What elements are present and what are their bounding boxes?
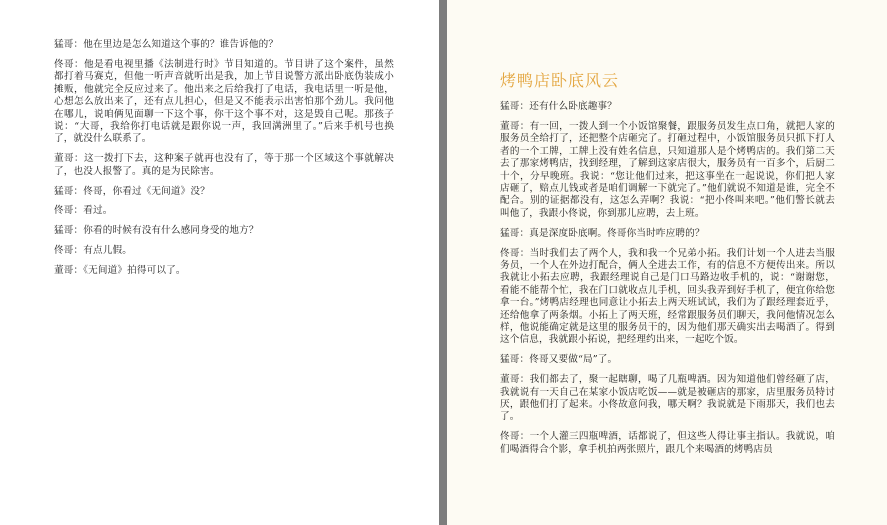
dialogue-paragraph: 猛哥：佟哥，你看过《无间道》没？: [54, 185, 210, 197]
dialogue-paragraph: 佟哥：看过。: [54, 205, 113, 217]
dialogue-paragraph: 佟哥：他是看电视里播《法制进行时》节目知道的。节目讲了这个案件，虽然都打着马赛克，但他一听声音就听出是我，加上节目说警方派出卧底伪装成小摊贩，他就完全反应过来了。他出来之后给我打了电话，我电话里一听是他，心想怎么放出来了，还有点儿担心，但是又不能表示出害怕那个劲儿。我问他在哪儿，说咱俩见面聊一下这个事，你干这个事不对，这是毁自己呢。那孩子说：“大哥，我给你打电话就是跟你说一声，我回满洲里了。”后来手机号也换了，就没什么联系了。: [54, 58, 394, 145]
dialogue-paragraph: 佟哥：当时我们去了两个人，我和我一个兄弟小拓。我们计划一个人进去当服务员，一个人在外边打配合，俩人全进去工作，有的信息不方便传出来。所以我就让小拓去应聘，我跟经理说自己是门口马路边收手机的，说：“谢谢您，看能不能帮个忙，我在门口就收点儿手机，回头我弄到好手机了，便宜你给您拿一台。”烤鸭店经理也同意让小拓去上两天班试试，我们为了跟经理套近乎，还给他拿了两条烟。小拓上了两天班，经常跟服务员们聊天，我问他情况怎么样，他说能确定就是这里的服务员干的，因为他们那天确实出去喝酒了。得到这个信息，我就跟小拓说，把经理约出来，一起吃个饭。: [500, 247, 835, 346]
dialogue-paragraph: 董哥：我们都去了，聚一起瞎聊，喝了几瓶啤酒。因为知道他们曾经砸了店，我就说有一天自己在某家小饭店吃饭——就是被砸店的那家，店里服务员特讨厌，跟他们打了起来。小佟故意问我，哪天啊？我说就是下雨那天，我们也去了。: [500, 374, 835, 423]
left-page: [0, 0, 439, 525]
dialogue-paragraph: 佟哥：有点儿假。: [54, 245, 132, 257]
dialogue-paragraph: 董哥：《无间道》拍得可以了。: [54, 265, 186, 277]
dialogue-paragraph: 猛哥：佟哥又要做“局”了。: [500, 354, 618, 366]
dialogue-paragraph: 董哥：有一回，一拨人到一个小饭馆聚餐，跟服务员发生点口角，就把人家的服务员全给打了，还把整个店砸完了。打砸过程中，小饭馆服务员只抓下打人者的一个工牌，工牌上没有姓名信息，只知道那人是个烤鸭店的。我们第二天去了那家烤鸭店，找到经理，了解到这家店很大，服务员有一百多个，后厨二十个，分早晚班。我说：“您让他们过来，把这事坐在一起说说，你们把人家店砸了，赔点儿钱或者是咱们调解一下就完了。”他们就说不知道是谁，完全不配合。别的证据都没有，这怎么弄啊？我说：“把小佟叫来吧。”他们警长就去叫他了，我跟小佟说，你到那儿应聘，去上班。: [500, 120, 835, 219]
dialogue-paragraph: 董哥：这一拨打下去，这种案子就再也没有了，等于那一个区域这个事就解决了，也没人报警了。真的是为民除害。: [54, 153, 394, 177]
dialogue-paragraph: 猛哥：你看的时候有没有什么感同身受的地方？: [54, 225, 259, 237]
dialogue-paragraph: 佟哥：一个人灌三四瓶啤酒，话都说了，但这些人得让事主指认。我就说，咱们喝酒得合个影，拿手机拍两张照片，跟几个来喝酒的烤鸭店员: [500, 431, 835, 455]
dialogue-paragraph: 猛哥：真是深度卧底啊。佟哥你当时咋应聘的？: [500, 227, 705, 239]
right-page: [447, 0, 887, 525]
chapter-title: 烤鸭店卧底风云: [500, 71, 620, 90]
dialogue-paragraph: 猛哥：他在里边是怎么知道这个事的？谁告诉他的？: [54, 39, 279, 50]
dialogue-paragraph: 猛哥：还有什么卧底趣事？: [500, 101, 617, 112]
